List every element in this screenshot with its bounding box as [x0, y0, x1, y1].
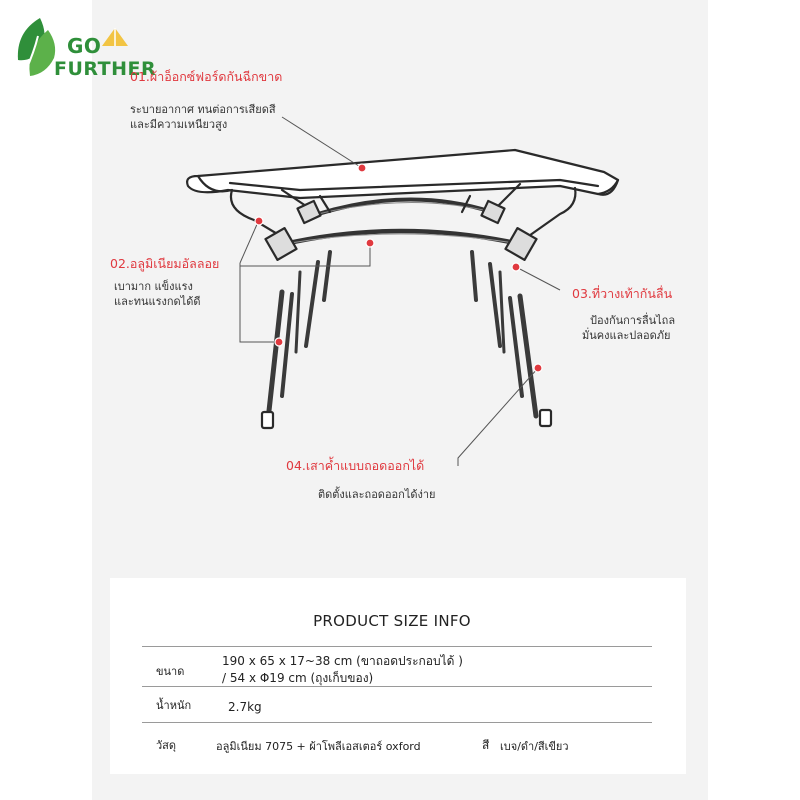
brand-logo: [12, 12, 157, 84]
footrest-marker: [512, 263, 520, 271]
fabric-marker: [358, 164, 366, 172]
color-label: สี: [482, 738, 490, 752]
row-divider: [142, 686, 652, 687]
size-label: ขนาด: [156, 665, 185, 678]
material-value: อลูมิเนียม 7075 + ผ้าโพลีเอสเตอร์ oxford: [216, 740, 421, 753]
callout-1-desc-1: ระบายอากาศ ทนต่อการเสียดสี: [130, 103, 276, 116]
info-title: PRODUCT SIZE INFO: [313, 612, 471, 630]
tent-icon: [100, 26, 130, 48]
callout-1-title: 01.ผ้าอ็อกซ์ฟอร์ดกันฉีกขาด: [130, 69, 283, 84]
color-value: เบจ/ดำ/สีเขียว: [500, 740, 569, 753]
weight-value: 2.7kg: [228, 700, 262, 714]
leg-marker-left: [275, 338, 283, 346]
removable-leg-marker: [534, 364, 542, 372]
frame-marker-upper: [255, 217, 263, 225]
callout-2-title: 02.อลูมิเนียมอัลลอย: [110, 256, 220, 271]
callout-3-desc-2: มั่นคงและปลอดภัย: [582, 329, 671, 342]
row-divider: [142, 646, 652, 647]
frame-marker-center: [366, 239, 374, 247]
callout-3-title: 03.ที่วางเท้ากันลื่น: [572, 286, 673, 301]
callout-3-desc-1: ป้องกันการลื่นไถล: [590, 314, 676, 327]
size-value-1: 190 x 65 x 17~38 cm (ขาถอดประกอบได้ ): [222, 654, 463, 668]
callout-1-desc-2: และมีความเหนียวสูง: [130, 118, 228, 131]
brand-line2: FURTHER: [54, 58, 157, 80]
callout-4-title: 04.เสาค้ำแบบถอดออกได้: [286, 458, 425, 473]
product-size-info-card: [110, 578, 686, 774]
callout-2-desc-2: และทนแรงกดได้ดี: [114, 295, 201, 308]
brand-line1: GO: [67, 34, 102, 58]
weight-label: น้ำหนัก: [156, 699, 192, 712]
callout-2-desc-1: เบามาก แข็งแรง: [114, 280, 193, 293]
size-value-2: / 54 x Φ19 cm (ถุงเก็บของ): [222, 671, 374, 685]
material-label: วัสดุ: [156, 739, 177, 752]
callout-4-desc-1: ติดตั้งและถอดออกได้ง่าย: [318, 488, 436, 501]
row-divider: [142, 722, 652, 723]
